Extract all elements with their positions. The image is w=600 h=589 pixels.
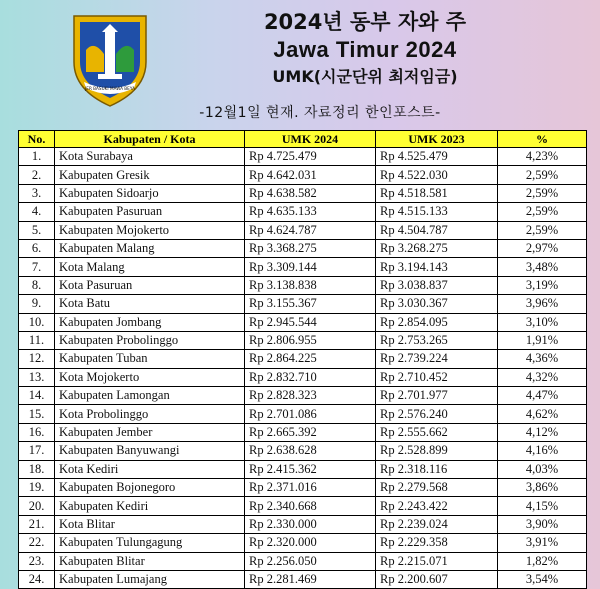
table-row — [19, 331, 587, 349]
cell-no: 2. — [19, 166, 55, 184]
cell-umk-2023: Rp 2.576.240 — [376, 405, 498, 423]
cell-region: Kabupaten Blitar — [55, 552, 245, 570]
cell-region: Kota Surabaya — [55, 148, 245, 166]
cell-no: 4. — [19, 203, 55, 221]
cell-umk-2023: Rp 3.038.837 — [376, 276, 498, 294]
cell-umk-2023: Rp 2.215.071 — [376, 552, 498, 570]
cell-region: Kota Malang — [55, 258, 245, 276]
cell-umk-2023: Rp 2.528.899 — [376, 442, 498, 460]
cell-umk-2024: Rp 3.309.144 — [245, 258, 376, 276]
cell-region: Kabupaten Malang — [55, 239, 245, 257]
table-row — [19, 313, 587, 331]
cell-region: Kabupaten Pasuruan — [55, 203, 245, 221]
column-header-region: Kabupaten / Kota — [55, 131, 245, 148]
cell-no: 16. — [19, 423, 55, 441]
cell-no: 5. — [19, 221, 55, 239]
cell-no: 15. — [19, 405, 55, 423]
cell-region: Kota Kediri — [55, 460, 245, 478]
cell-umk-2023: Rp 2.753.265 — [376, 331, 498, 349]
cell-percent: 4,47% — [498, 387, 587, 405]
cell-percent: 4,03% — [498, 460, 587, 478]
cell-no: 20. — [19, 497, 55, 515]
cell-no: 9. — [19, 295, 55, 313]
column-header-umk-2024: UMK 2024 — [245, 131, 376, 148]
cell-region: Kabupaten Banyuwangi — [55, 442, 245, 460]
cell-umk-2023: Rp 2.318.116 — [376, 460, 498, 478]
column-header-no: No. — [19, 131, 55, 148]
cell-umk-2023: Rp 2.243.422 — [376, 497, 498, 515]
cell-percent: 2,97% — [498, 239, 587, 257]
cell-umk-2024: Rp 2.415.362 — [245, 460, 376, 478]
column-header-percent: % — [498, 131, 587, 148]
cell-region: Kota Batu — [55, 295, 245, 313]
cell-umk-2024: Rp 2.828.323 — [245, 387, 376, 405]
cell-umk-2023: Rp 3.194.143 — [376, 258, 498, 276]
cell-region: Kabupaten Lumajang — [55, 570, 245, 588]
umk-table — [18, 130, 587, 589]
cell-umk-2024: Rp 2.340.668 — [245, 497, 376, 515]
table-row — [19, 221, 587, 239]
page-title-jawa-timur: Jawa Timur 2024 — [273, 37, 457, 62]
umk-table-container — [18, 130, 586, 589]
table-row — [19, 184, 587, 202]
cell-percent: 4,36% — [498, 350, 587, 368]
cell-umk-2024: Rp 2.832.710 — [245, 368, 376, 386]
page-title-korean: 2024년 동부 자와 주 — [263, 10, 467, 34]
cell-no: 22. — [19, 534, 55, 552]
cell-no: 13. — [19, 368, 55, 386]
table-row — [19, 442, 587, 460]
cell-percent: 2,59% — [498, 166, 587, 184]
cell-percent: 4,23% — [498, 148, 587, 166]
cell-umk-2024: Rp 2.701.086 — [245, 405, 376, 423]
table-row — [19, 479, 587, 497]
cell-umk-2023: Rp 2.239.024 — [376, 515, 498, 533]
table-row — [19, 295, 587, 313]
cell-umk-2024: Rp 2.330.000 — [245, 515, 376, 533]
cell-umk-2023: Rp 3.030.367 — [376, 295, 498, 313]
cell-region: Kabupaten Jember — [55, 423, 245, 441]
table-row — [19, 166, 587, 184]
cell-umk-2024: Rp 2.281.469 — [245, 570, 376, 588]
cell-no: 19. — [19, 479, 55, 497]
table-row — [19, 460, 587, 478]
cell-no: 3. — [19, 184, 55, 202]
table-row — [19, 368, 587, 386]
cell-percent: 4,15% — [498, 497, 587, 515]
cell-region: Kabupaten Mojokerto — [55, 221, 245, 239]
table-row — [19, 387, 587, 405]
cell-percent: 4,32% — [498, 368, 587, 386]
cell-umk-2023: Rp 4.504.787 — [376, 221, 498, 239]
title-block — [150, 6, 580, 90]
cell-umk-2023: Rp 4.525.479 — [376, 148, 498, 166]
cell-no: 12. — [19, 350, 55, 368]
cell-region: Kabupaten Tulungagung — [55, 534, 245, 552]
cell-umk-2023: Rp 2.279.568 — [376, 479, 498, 497]
cell-percent: 2,59% — [498, 203, 587, 221]
cell-percent: 2,59% — [498, 184, 587, 202]
cell-region: Kabupaten Gresik — [55, 166, 245, 184]
cell-umk-2023: Rp 4.522.030 — [376, 166, 498, 184]
cell-region: Kabupaten Probolinggo — [55, 331, 245, 349]
cell-percent: 1,82% — [498, 552, 587, 570]
cell-umk-2024: Rp 4.638.582 — [245, 184, 376, 202]
cell-region: Kota Mojokerto — [55, 368, 245, 386]
cell-umk-2024: Rp 2.371.016 — [245, 479, 376, 497]
cell-no: 10. — [19, 313, 55, 331]
source-note: -12월1일 현재. 자료정리 한인포스트- — [199, 105, 441, 121]
table-header-row — [19, 131, 587, 148]
cell-percent: 3,86% — [498, 479, 587, 497]
table-row — [19, 258, 587, 276]
table-row — [19, 276, 587, 294]
cell-percent: 4,16% — [498, 442, 587, 460]
table-row — [19, 552, 587, 570]
cell-umk-2024: Rp 4.642.031 — [245, 166, 376, 184]
cell-umk-2023: Rp 2.854.095 — [376, 313, 498, 331]
cell-umk-2023: Rp 4.518.581 — [376, 184, 498, 202]
cell-percent: 4,12% — [498, 423, 587, 441]
cell-umk-2024: Rp 2.945.544 — [245, 313, 376, 331]
cell-umk-2023: Rp 2.739.224 — [376, 350, 498, 368]
table-row — [19, 203, 587, 221]
cell-umk-2023: Rp 2.229.358 — [376, 534, 498, 552]
cell-no: 17. — [19, 442, 55, 460]
cell-percent: 4,62% — [498, 405, 587, 423]
table-row — [19, 239, 587, 257]
cell-percent: 1,91% — [498, 331, 587, 349]
cell-percent: 3,91% — [498, 534, 587, 552]
table-row — [19, 534, 587, 552]
cell-umk-2023: Rp 2.555.662 — [376, 423, 498, 441]
cell-umk-2024: Rp 2.320.000 — [245, 534, 376, 552]
cell-umk-2024: Rp 2.256.050 — [245, 552, 376, 570]
cell-umk-2024: Rp 3.368.275 — [245, 239, 376, 257]
cell-no: 21. — [19, 515, 55, 533]
cell-percent: 3,90% — [498, 515, 587, 533]
cell-no: 8. — [19, 276, 55, 294]
cell-umk-2023: Rp 2.200.607 — [376, 570, 498, 588]
cell-percent: 3,19% — [498, 276, 587, 294]
cell-umk-2023: Rp 3.268.275 — [376, 239, 498, 257]
page-subtitle-umk: UMK(시군단위 최저임금) — [272, 67, 458, 86]
cell-region: Kabupaten Jombang — [55, 313, 245, 331]
cell-region: Kota Pasuruan — [55, 276, 245, 294]
cell-umk-2024: Rp 2.864.225 — [245, 350, 376, 368]
cell-no: 14. — [19, 387, 55, 405]
cell-no: 1. — [19, 148, 55, 166]
jawa-timur-emblem — [68, 10, 152, 110]
cell-region: Kabupaten Bojonegoro — [55, 479, 245, 497]
cell-percent: 3,10% — [498, 313, 587, 331]
cell-umk-2024: Rp 3.155.367 — [245, 295, 376, 313]
cell-no: 11. — [19, 331, 55, 349]
cell-umk-2023: Rp 4.515.133 — [376, 203, 498, 221]
cell-umk-2023: Rp 2.701.977 — [376, 387, 498, 405]
cell-umk-2024: Rp 2.806.955 — [245, 331, 376, 349]
table-row — [19, 350, 587, 368]
cell-umk-2024: Rp 4.725.479 — [245, 148, 376, 166]
cell-umk-2024: Rp 2.638.628 — [245, 442, 376, 460]
cell-umk-2024: Rp 4.624.787 — [245, 221, 376, 239]
table-row — [19, 148, 587, 166]
cell-region: Kabupaten Lamongan — [55, 387, 245, 405]
cell-percent: 3,48% — [498, 258, 587, 276]
cell-no: 24. — [19, 570, 55, 588]
cell-region: Kabupaten Kediri — [55, 497, 245, 515]
svg-text:JER BASUKI MAWA BEYA: JER BASUKI MAWA BEYA — [85, 86, 135, 91]
table-row — [19, 405, 587, 423]
cell-no: 6. — [19, 239, 55, 257]
cell-umk-2024: Rp 2.665.392 — [245, 423, 376, 441]
table-row — [19, 515, 587, 533]
cell-no: 7. — [19, 258, 55, 276]
cell-region: Kota Probolinggo — [55, 405, 245, 423]
column-header-umk-2023: UMK 2023 — [376, 131, 498, 148]
cell-percent: 2,59% — [498, 221, 587, 239]
cell-no: 18. — [19, 460, 55, 478]
cell-region: Kabupaten Tuban — [55, 350, 245, 368]
cell-percent: 3,96% — [498, 295, 587, 313]
cell-umk-2023: Rp 2.710.452 — [376, 368, 498, 386]
cell-percent: 3,54% — [498, 570, 587, 588]
table-row — [19, 497, 587, 515]
emblem-shield-icon — [68, 10, 152, 110]
cell-umk-2024: Rp 4.635.133 — [245, 203, 376, 221]
table-row — [19, 423, 587, 441]
cell-umk-2024: Rp 3.138.838 — [245, 276, 376, 294]
cell-region: Kabupaten Sidoarjo — [55, 184, 245, 202]
cell-region: Kota Blitar — [55, 515, 245, 533]
cell-no: 23. — [19, 552, 55, 570]
